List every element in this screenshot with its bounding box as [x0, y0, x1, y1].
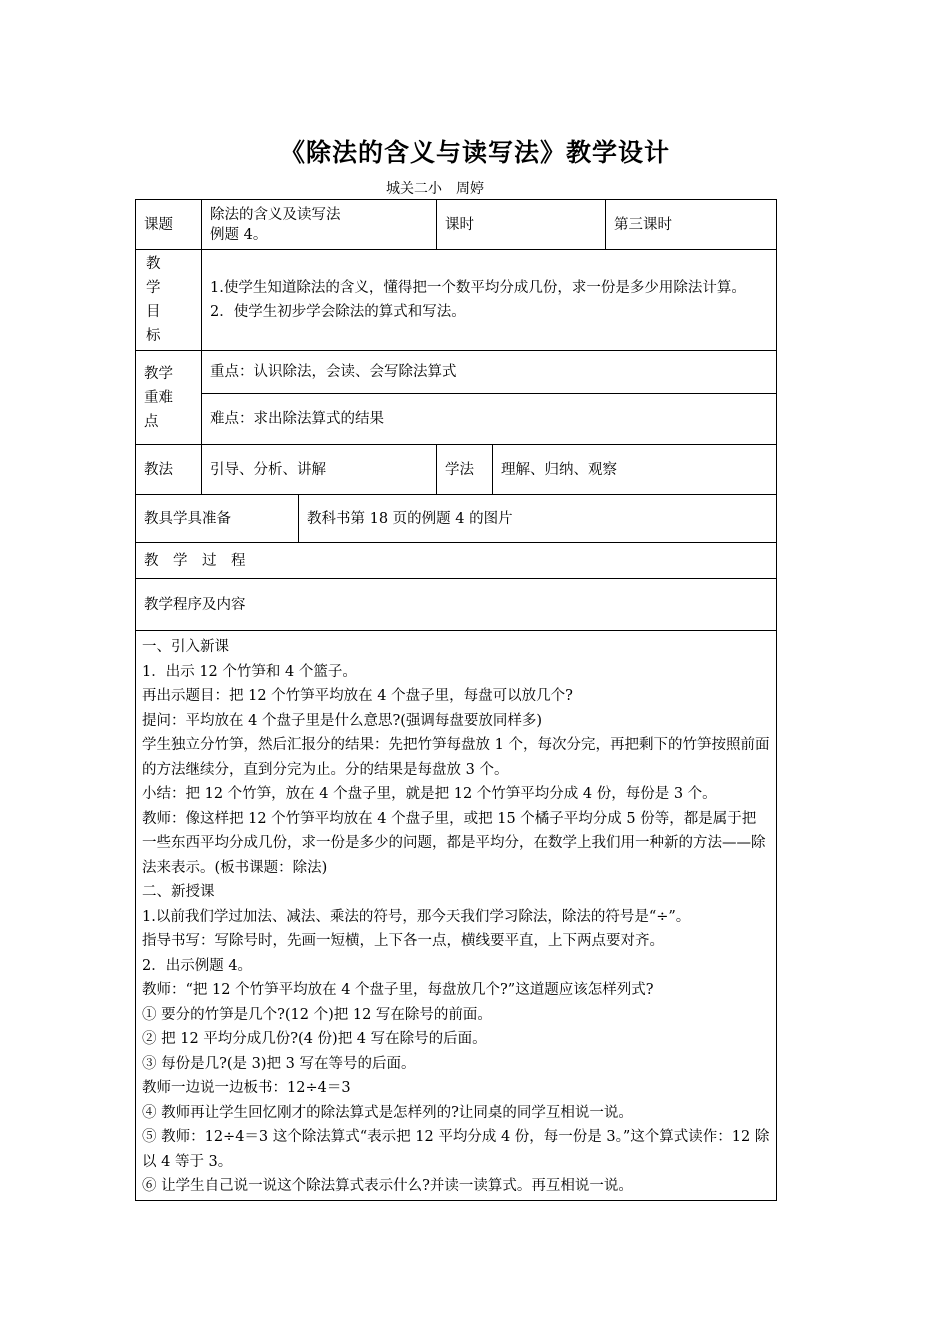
- goals-label-char: 标: [146, 328, 161, 344]
- document-title: 《除法的含义与读写法》教学设计: [279, 138, 670, 167]
- difficulty-point: 难点：求出除法算式的结果: [202, 394, 777, 445]
- process-line: ⑤ 教师：12÷4＝3 这个除法算式“表示把 12 平均分成 4 份，每一份是 3。”这个算式读作：12 除以 4 等于 3。: [142, 1129, 770, 1170]
- process-line: 提问：平均放在 4 个盘子里是什么意思?(强调每盘要放同样多): [142, 712, 543, 729]
- process-line: 小结：把 12 个竹笋，放在 4 个盘子里，就是把 12 个竹笋平均分成 4 份，每份是 3 个。: [142, 786, 717, 802]
- goal-2: 2．使学生初步学会除法的算式和写法。: [210, 304, 466, 320]
- process-line: 教师一边说一边板书：12÷4＝3: [142, 1080, 351, 1096]
- period-label: 课时: [437, 200, 606, 250]
- learn-method-value: 理解、归纳、观察: [493, 445, 777, 495]
- process-line: ① 要分的竹笋是几个?(12 个)把 12 写在除号的前面。: [142, 1006, 492, 1023]
- teach-method-label: 教法: [136, 445, 202, 495]
- goals-label-char: 目: [146, 304, 161, 320]
- tools-value: 教科书第 18 页的例题 4 的图片: [299, 495, 777, 543]
- goals-label-char: 教: [146, 256, 161, 272]
- topic-value-line2: 例题 4。: [210, 226, 268, 243]
- process-title-row: [136, 543, 777, 579]
- process-line: 再出示题目：把 12 个竹笋平均放在 4 个盘子里，每盘可以放几个?: [142, 688, 573, 704]
- tools-row: [136, 495, 777, 543]
- goals-content: [202, 250, 777, 351]
- topic-row: [136, 200, 777, 250]
- lesson-plan-table: [135, 199, 777, 1201]
- process-line: ② 把 12 平均分成几份?(4 份)把 4 写在除号的后面。: [142, 1031, 487, 1047]
- author-line: 城关二小 周婷: [386, 181, 484, 197]
- process-content: [136, 631, 777, 1201]
- method-row: [136, 445, 777, 495]
- process-line: 2．出示例题 4。: [142, 957, 253, 974]
- key-difficulty-label: [136, 351, 202, 445]
- process-line: 二、新授课: [142, 884, 215, 900]
- process-content-row: [136, 631, 777, 1201]
- process-line: 1.以前我们学过加法、减法、乘法的符号，那今天我们学习除法，除法的符号是“÷”。: [142, 908, 691, 925]
- process-line: 教师：像这样把 12 个竹笋平均放在 4 个盘子里，或把 15 个橘子平均分成 5 份等，都是属于把一些东西平均分成几份，求一份是多少的问题，都是平均分，在数学上我们用一种新的方法——除法来表示。(板书课题：除法): [142, 810, 766, 876]
- key-point: 重点：认识除法，会读、会写除法算式: [202, 351, 777, 394]
- topic-label: 课题: [136, 200, 202, 250]
- period-value: 第三课时: [606, 200, 777, 250]
- process-line: 学生独立分竹笋，然后汇报分的结果：先把竹笋每盘放 1 个，每次分完，再把剩下的竹笋按照前面的方法继续分，直到分完为止。分的结果是每盘放 3 个。: [142, 737, 770, 778]
- process-line: ④ 教师再让学生回忆刚才的除法算式是怎样列的?让同桌的同学互相说一说。: [142, 1104, 633, 1121]
- tools-label: 教具学具准备: [136, 495, 299, 543]
- difficulty-row: [136, 394, 777, 445]
- process-line: ③ 每份是几?(是 3)把 3 写在等号的后面。: [142, 1055, 416, 1072]
- key-point-row: [136, 351, 777, 394]
- process-line: 一、引入新课: [142, 639, 229, 655]
- topic-value: [202, 200, 437, 250]
- process-line: 指导书写：写除号时，先画一短横，上下各一点，横线要平直，上下两点要对齐。: [142, 933, 664, 949]
- teach-method-value: 引导、分析、讲解: [202, 445, 437, 495]
- learn-method-label: 学法: [437, 445, 493, 495]
- process-line: ⑥ 让学生自己说一说这个除法算式表示什么?并读一读算式。再互相说一说。: [142, 1178, 633, 1194]
- goal-1: 1.使学生知道除法的含义，懂得把一个数平均分成几份，求一份是多少用除法计算。: [210, 280, 746, 296]
- process-line: 1．出示 12 个竹笋和 4 个篮子。: [142, 663, 357, 680]
- process-line: 教师：“把 12 个竹笋平均放在 4 个盘子里，每盘放几个?”这道题应该怎样列式?: [142, 982, 654, 998]
- process-title: 教 学 过 程: [136, 543, 777, 579]
- key-label-line: 点: [144, 413, 159, 430]
- goals-row: [136, 250, 777, 351]
- process-sub-row: [136, 579, 777, 631]
- key-label-line: 重难: [144, 389, 173, 406]
- goals-label-char: 学: [146, 280, 161, 296]
- topic-value-line1: 除法的含义及读写法: [210, 206, 341, 223]
- key-label-line: 教学: [144, 365, 173, 382]
- process-subtitle: 教学程序及内容: [136, 579, 777, 631]
- goals-label: [136, 250, 202, 351]
